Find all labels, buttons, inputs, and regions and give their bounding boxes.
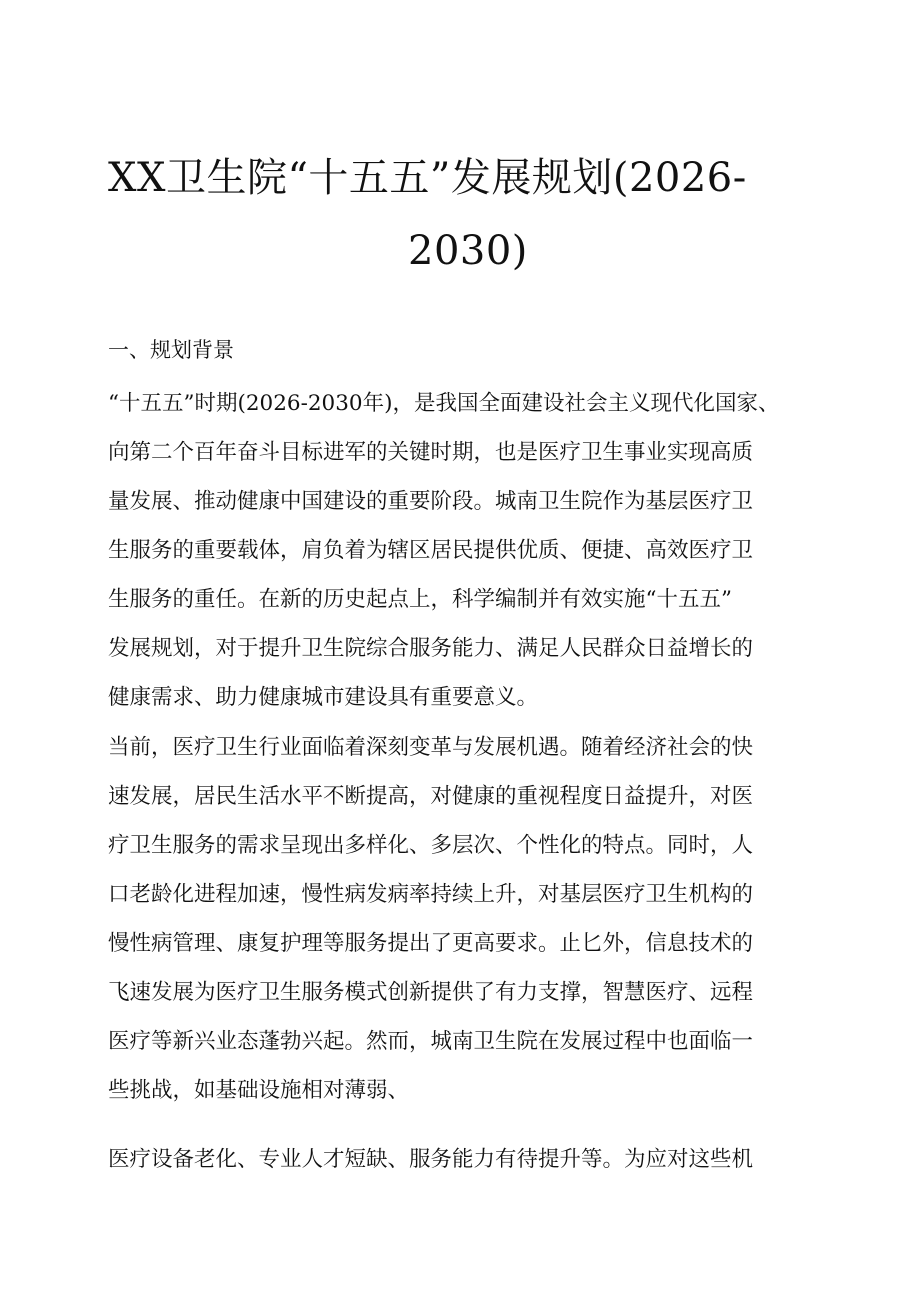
paragraph-line: 飞速发展为医疗卫生服务模式创新提供了有力支撑，智慧医疗、远程 [108,980,754,1005]
paragraph-line: 疗卫生服务的需求呈现出多样化、多层次、个性化的特点。同时，人 [108,833,754,858]
paragraph-line: 量发展、推动健康中国建设的重要阶段。城南卫生院作为基层医疗卫 [108,489,754,514]
paragraph-line: 当前，医疗卫生行业面临着深刻变革与发展机遇。随着经济社会的快 [108,735,754,760]
paragraph-line: 向第二个百年奋斗目标进军的关键时期，也是医疗卫生事业实现高质 [108,440,754,465]
paragraph-line: 发展规划，对于提升卫生院综合服务能力、满足人民群众日益增长的 [108,636,754,661]
paragraph-line: 些挑战，如基础设施相对薄弱、 [108,1078,410,1103]
paragraph-1 [108,379,808,722]
paragraph-line: 健康需求、助力健康城市建设具有重要意义。 [108,685,539,710]
paragraph-line: 生服务的重任。在新的历史起点上，科学编制并有效实施“十五五” [108,587,732,612]
document-title-line-2: 2030) [408,228,528,274]
paragraph-line: 医疗设备老化、专业人才短缺、服务能力有待提升等。为应对这些机 [108,1147,754,1172]
paragraph-line: 速发展，居民生活水平不断提高，对健康的重视程度日益提升，对医 [108,784,754,809]
paragraph-line: 医疗等新兴业态蓬勃兴起。然而，城南卫生院在发展过程中也面临一 [108,1029,754,1054]
paragraph-line: 生服务的重要载体，肩负着为辖区居民提供优质、便捷、高效医疗卫 [108,538,754,563]
section-heading: 一、规划背景 [108,338,234,362]
paragraph-line: 口老龄化进程加速，慢性病发病率持续上升，对基层医疗卫生机构的 [108,882,754,907]
paragraph-line: “十五五”时期(2026-2030年)，是我国全面建设社会主义现代化国家、 [108,391,780,416]
document-title-line-1: XX卫生院“十五五”发展规划(2026- [108,155,747,201]
paragraph-line: 慢性病管理、康复护理等服务提出了更高要求。止匕外，信息技术的 [108,931,754,956]
paragraph-2 [108,723,808,1115]
paragraph-3 [108,1135,808,1184]
